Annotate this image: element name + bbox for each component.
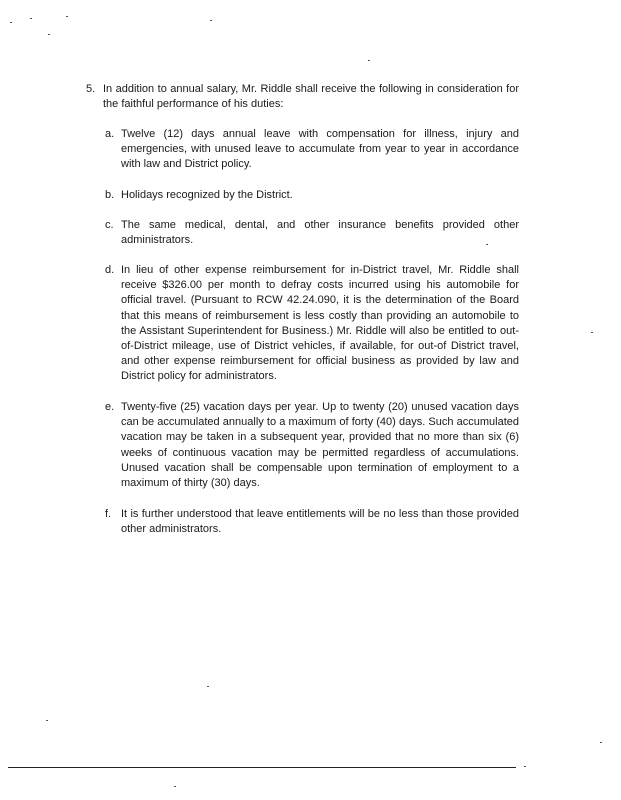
sub-item-text: It is further understood that leave entitlements will be no less than those provided other administrators. (121, 508, 519, 536)
scan-speck (207, 686, 209, 687)
scan-speck (46, 720, 48, 721)
sub-item-text: In lieu of other expense reimbursement for in-District travel, Mr. Riddle shall receive $326.00 per month to defray costs incurred using his automobile for official travel. (Pursuant to RCW 42.24.090, it is the determination of the Board that this means of reimbursement is less costly than providing an automobile to the Assistant Superintendent for Business.) Mr. Riddle will also be entitled to out-of-District mileage, use of District vehicles, if available, for out-of District travel, and other expense reimbursement for official business as provided by law and District policy for administrators. (121, 264, 519, 383)
scan-speck (600, 742, 602, 743)
sub-item-letter: c. (105, 219, 114, 231)
bottom-rule (8, 767, 516, 768)
sub-item-text: The same medical, dental, and other insurance benefits provided other administrators. (121, 219, 519, 247)
sub-item-letter: e. (105, 401, 115, 413)
scan-speck (368, 60, 370, 61)
scan-speck (591, 332, 593, 333)
scan-speck (210, 20, 212, 21)
item-number: 5. (86, 83, 96, 95)
scan-speck (10, 22, 12, 23)
item-text: In addition to annual salary, Mr. Riddle shall receive the following in consideration for the faithful performance of his duties: (103, 83, 519, 111)
scan-speck (48, 34, 50, 35)
scan-speck (486, 244, 488, 245)
sub-item-text: Twenty-five (25) vacation days per year. Up to twenty (20) unused vacation days can be accumulated annually to a maximum of forty (40) days. Such accumulated vacation may be taken in a subsequent year, provided that no more than six (6) weeks of continuous vacation may be permitted regardless of accumulations. Unused vacation shall be compensable upon termination of employment to a maximum of thirty (30) days. (121, 401, 519, 490)
scan-speck (174, 786, 176, 787)
sub-item-letter: d. (105, 264, 115, 276)
sub-item-text: Holidays recognized by the District. (121, 189, 293, 201)
scan-speck (524, 766, 526, 767)
scan-speck (66, 16, 68, 17)
sub-item-text: Twelve (12) days annual leave with compensation for illness, injury and emergencies, with unused leave to accumulate from year to year in accordance with law and District policy. (121, 128, 519, 171)
sub-item-letter: a. (105, 128, 115, 140)
sub-item-letter: b. (105, 189, 115, 201)
scan-speck (30, 18, 32, 19)
sub-item-letter: f. (105, 508, 112, 520)
